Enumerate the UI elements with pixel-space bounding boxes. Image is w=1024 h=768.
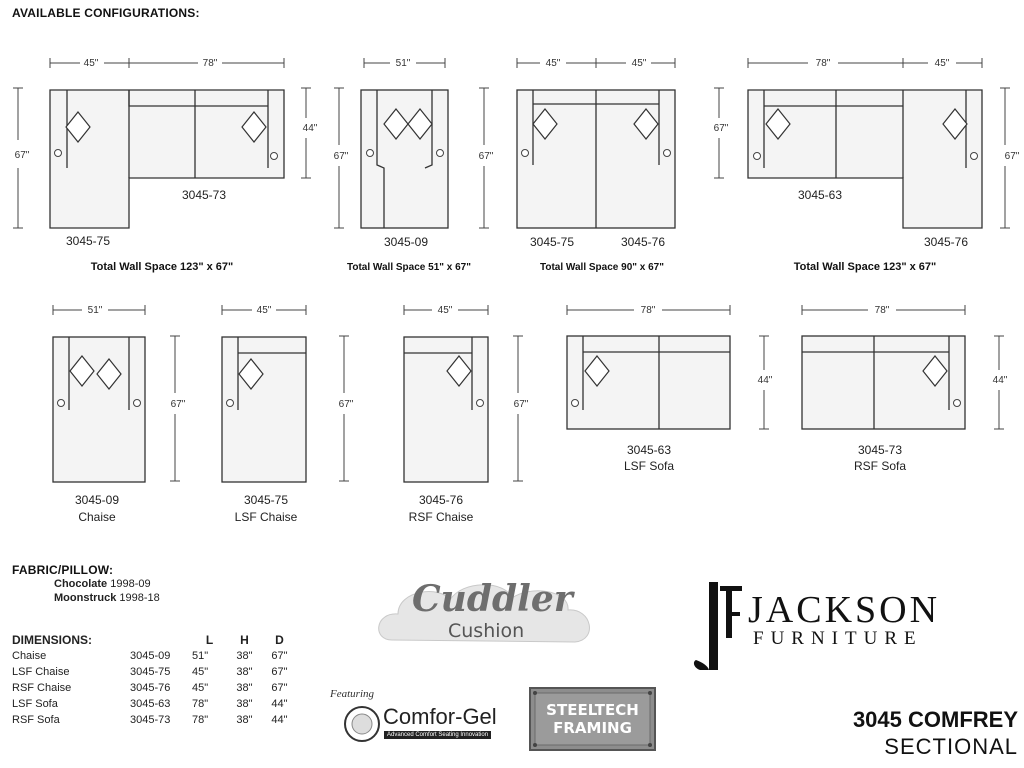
- p3-name: RSF Chaise: [408, 510, 474, 524]
- c4-code-1: 3045-63: [797, 188, 843, 202]
- c2-code: 3045-09: [383, 235, 429, 249]
- p5-code: 3045-73: [857, 443, 903, 457]
- furniture-logo-text: FURNITURE: [753, 628, 923, 649]
- c3-code-1: 3045-75: [529, 235, 575, 249]
- c1-height-right: 44": [302, 123, 318, 134]
- p3-width: 45": [437, 305, 453, 316]
- table-row: [12, 696, 297, 712]
- c4-width-2: 45": [934, 58, 950, 69]
- p3-height: 67": [513, 399, 529, 410]
- config-2-drawing: [361, 90, 448, 228]
- c1-code-1: 3045-75: [65, 234, 111, 248]
- c2-height-right: 67": [478, 151, 494, 162]
- dimensions-code-head: [130, 632, 192, 648]
- row-l: 51": [192, 650, 209, 662]
- cushion-logo-text: Cushion: [448, 620, 525, 642]
- p4-code: 3045-63: [626, 443, 672, 457]
- table-row: [12, 680, 297, 696]
- c4-height-left: 67": [713, 123, 729, 134]
- fabric-name: Moonstruck: [54, 592, 117, 604]
- row-h: 38": [236, 650, 253, 662]
- featuring-label: Featuring: [330, 688, 374, 700]
- col-h: H: [240, 633, 249, 647]
- c4-width-1: 78": [815, 58, 831, 69]
- row-h: 38": [236, 714, 253, 726]
- fabric-code: 1998-18: [119, 592, 160, 604]
- comforgel-tagline: Advanced Comfort Seating Innovation: [384, 731, 491, 739]
- c1-width-2: 78": [202, 58, 218, 69]
- config-4-drawing: [748, 90, 982, 228]
- row-d: 67": [271, 682, 288, 694]
- comforgel-logo-text: Comfor-Gel: [383, 704, 497, 729]
- p5-height: 44": [992, 375, 1008, 386]
- c2-width: 51": [395, 58, 411, 69]
- dimensions-title: DIMENSIONS:: [12, 633, 93, 647]
- comforgel-badge: [345, 707, 379, 741]
- piece-lsf-chaise-drawing: [222, 337, 306, 482]
- col-d: D: [275, 633, 284, 647]
- page-title: AVAILABLE CONFIGURATIONS:: [12, 6, 200, 20]
- steeltech-logo-text: [530, 701, 655, 737]
- p2-name: LSF Chaise: [234, 510, 298, 524]
- row-name: LSF Chaise: [12, 666, 70, 678]
- dimensions-header-row: [12, 632, 297, 648]
- row-d: 67": [271, 650, 288, 662]
- c1-width-1: 45": [83, 58, 99, 69]
- c3-total: Total Wall Space 90" x 67": [540, 262, 664, 273]
- p1-width: 51": [87, 305, 103, 316]
- row-code: 3045-63: [130, 698, 171, 710]
- row-h: 38": [236, 698, 253, 710]
- c3-width-2: 45": [631, 58, 647, 69]
- row-code: 3045-09: [130, 650, 171, 662]
- table-row: [12, 664, 297, 680]
- c3-code-2: 3045-76: [620, 235, 666, 249]
- table-row: [12, 648, 297, 664]
- c1-total: Total Wall Space 123" x 67": [90, 261, 234, 273]
- dimensions-table: [12, 632, 297, 728]
- p4-name: LSF Sofa: [623, 459, 675, 473]
- c2-total: Total Wall Space 51" x 67": [347, 262, 471, 273]
- piece-rsf-sofa-drawing: [802, 336, 965, 429]
- row-l: 78": [192, 714, 209, 726]
- p4-width: 78": [640, 305, 656, 316]
- row-code: 3045-75: [130, 666, 171, 678]
- fabric-item: [54, 592, 160, 604]
- cuddler-logo-text: Cuddler: [412, 578, 573, 620]
- c3-width-1: 45": [545, 58, 561, 69]
- row-l: 78": [192, 698, 209, 710]
- p3-code: 3045-76: [418, 493, 464, 507]
- p2-code: 3045-75: [243, 493, 289, 507]
- c1-height-left: 67": [14, 150, 30, 161]
- steeltech-line1: STEELTECH: [546, 701, 639, 719]
- row-code: 3045-76: [130, 682, 171, 694]
- c4-height-right: 67": [1004, 151, 1020, 162]
- row-d: 67": [271, 666, 288, 678]
- steeltech-line2: FRAMING: [553, 719, 632, 737]
- c1-code-2: 3045-73: [181, 188, 227, 202]
- jackson-logo-text: JACKSON: [748, 589, 941, 631]
- config-3-drawing: [517, 90, 675, 228]
- row-h: 38": [236, 666, 253, 678]
- row-d: 44": [271, 698, 288, 710]
- fabric-title: FABRIC/PILLOW:: [12, 563, 114, 577]
- p5-name: RSF Sofa: [853, 459, 907, 473]
- p1-name: Chaise: [78, 510, 116, 524]
- c2-height-left: 67": [333, 151, 349, 162]
- model-name: 3045 COMFREY: [852, 707, 1018, 732]
- col-l: L: [205, 633, 214, 647]
- c4-code-2: 3045-76: [923, 235, 969, 249]
- row-l: 45": [192, 682, 209, 694]
- piece-lsf-sofa-drawing: [567, 336, 730, 429]
- row-d: 44": [271, 714, 288, 726]
- c4-total: Total Wall Space 123" x 67": [793, 261, 937, 273]
- p4-height: 44": [757, 375, 773, 386]
- p2-height: 67": [338, 399, 354, 410]
- row-code: 3045-73: [130, 714, 171, 726]
- row-h: 38": [236, 682, 253, 694]
- jackson-monogram-icon: [694, 582, 742, 670]
- fabric-name: Chocolate: [54, 578, 108, 590]
- model-type: SECTIONAL: [884, 734, 1018, 759]
- row-name: Chaise: [12, 650, 47, 662]
- row-l: 45": [192, 666, 209, 678]
- fabric-item: [54, 578, 151, 590]
- row-name: RSF Sofa: [12, 714, 60, 726]
- p2-width: 45": [256, 305, 272, 316]
- piece-chaise-drawing: [53, 337, 145, 482]
- config-1-drawing: [50, 90, 284, 228]
- row-name: RSF Chaise: [12, 682, 72, 694]
- p1-height: 67": [170, 399, 186, 410]
- row-name: LSF Sofa: [12, 698, 58, 710]
- p5-width: 78": [874, 305, 890, 316]
- table-row: [12, 712, 297, 728]
- fabric-code: 1998-09: [110, 578, 151, 590]
- piece-rsf-chaise-drawing: [404, 337, 488, 482]
- p1-code: 3045-09: [74, 493, 120, 507]
